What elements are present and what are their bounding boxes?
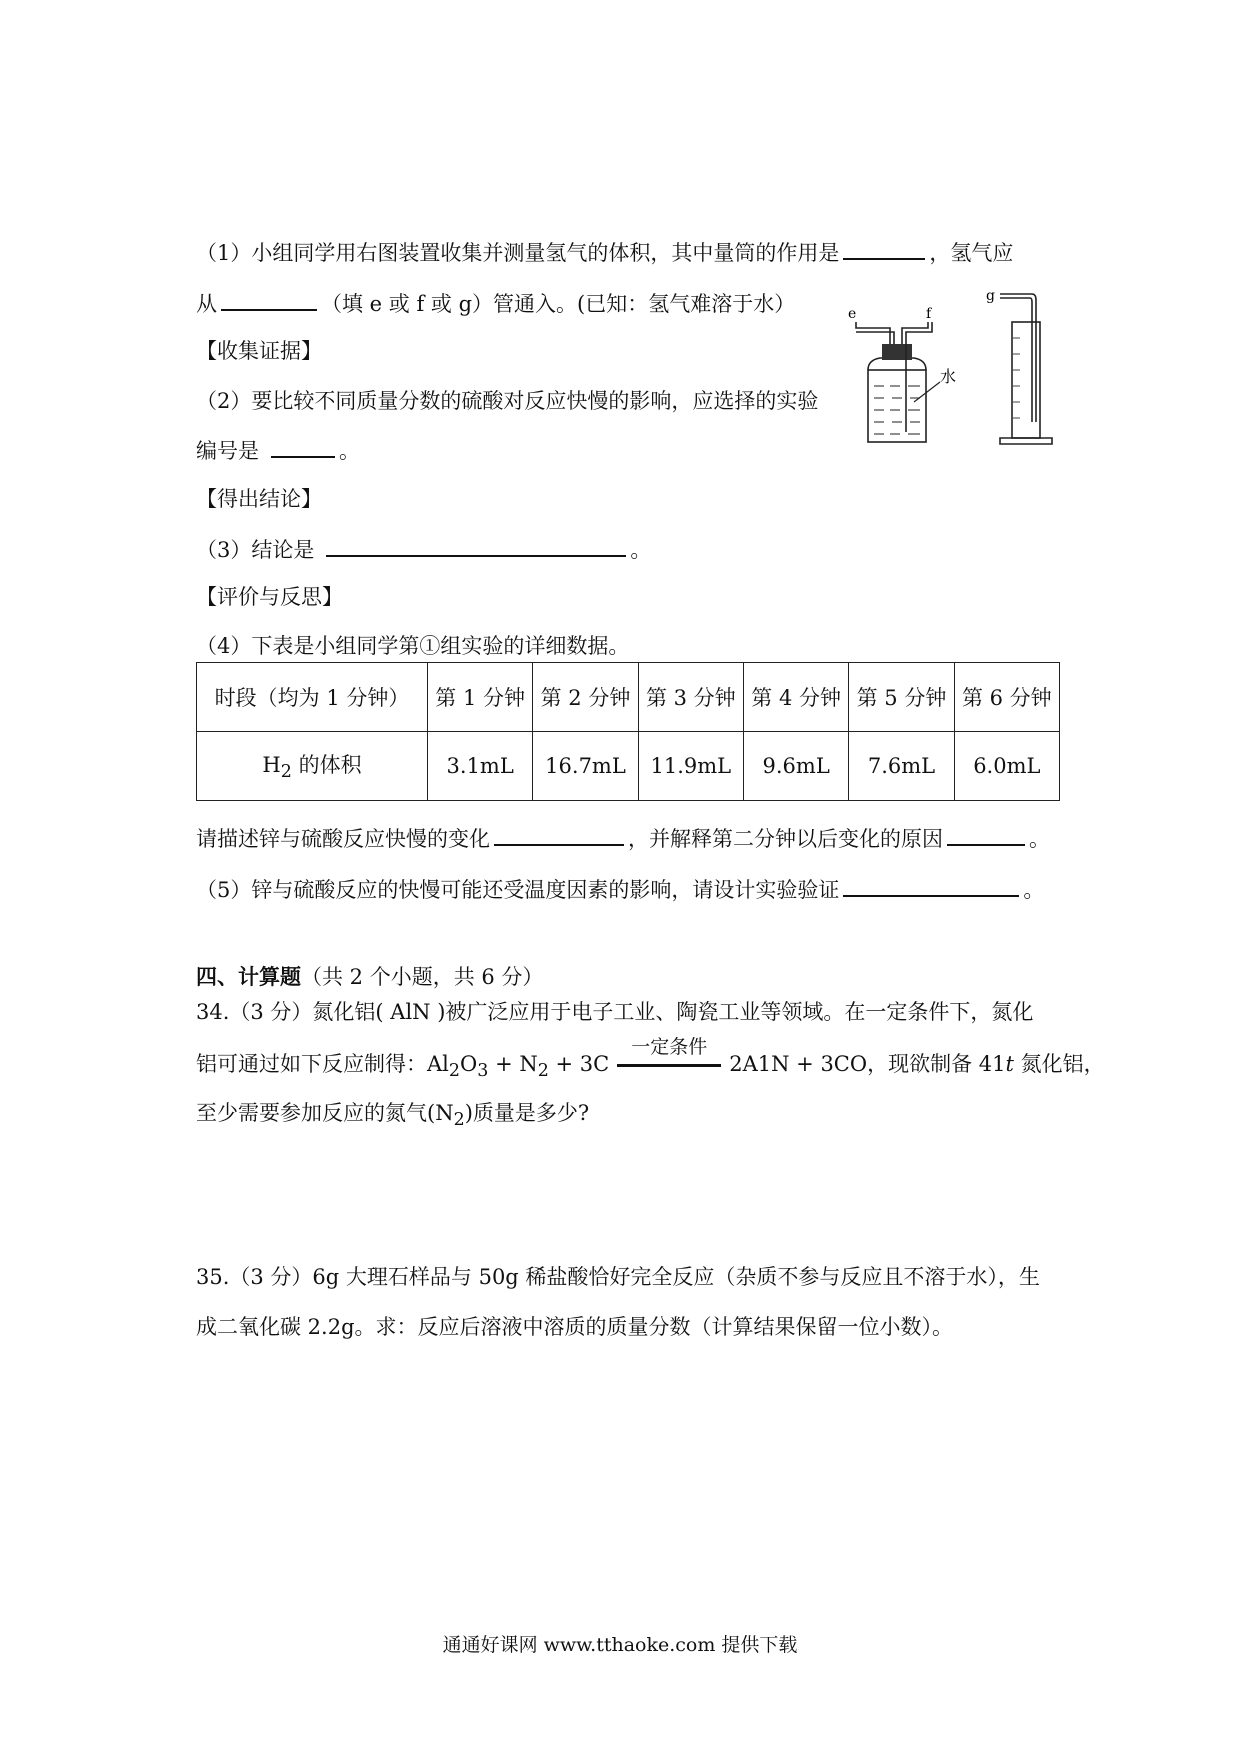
table-cell: 时段（均为 1 分钟） (197, 663, 428, 732)
q35-line1: 35.（3 分）6g 大理石样品与 50g 稀盐酸恰好完全反应（杂质不参与反应且不溶于水），生 (196, 1265, 1040, 1289)
heading-collect-evidence: 【收集证据】 (196, 339, 322, 363)
table-row (197, 732, 1060, 801)
q1-line1: （1）小组同学用右图装置收集并测量氢气的体积，其中量筒的作用是 ，氢气应 (196, 236, 1013, 268)
q2-line1: （2）要比较不同质量分数的硫酸对反应快慢的影响，应选择的实验 (196, 389, 819, 413)
answer-blank (221, 287, 317, 311)
answer-blank (843, 873, 1019, 897)
table-cell: 第 4 分钟 (743, 663, 848, 732)
reaction-condition-arrow: 一定条件 (617, 1049, 721, 1079)
q35-line2: 成二氧化碳 2.2g。求：反应后溶液中溶质的质量分数（计算结果保留一位小数）。 (196, 1315, 954, 1339)
q4-intro: （4）下表是小组同学第①组实验的详细数据。 (196, 634, 630, 658)
q5-line: （5）锌与硫酸反应的快慢可能还受温度因素的影响，请设计实验验证 。 (196, 873, 1044, 905)
table-row-label: $H_2$ 的体积 (197, 732, 428, 801)
answer-blank (271, 434, 335, 458)
q2-line2: 编号是 。 (196, 434, 360, 466)
heading-reflection: 【评价与反思】 (196, 585, 343, 609)
section-four-heading: 四、计算题（共 2 个小题，共 6 分） (196, 964, 544, 989)
table-cell: 第 6 分钟 (954, 663, 1059, 732)
answer-blank (843, 236, 925, 260)
table-cell: 6.0mL (954, 732, 1059, 801)
table-header-row (197, 663, 1060, 732)
table-cell: 第 5 分钟 (849, 663, 954, 732)
table-cell: 3.1mL (428, 732, 533, 801)
table-cell: 第 1 分钟 (428, 663, 533, 732)
table-cell: 7.6mL (849, 732, 954, 801)
gas-collection-apparatus-figure (840, 282, 1070, 452)
table-cell: 第 2 分钟 (533, 663, 638, 732)
page-footer: 通通好课网 www.tthaoke.com 提供下载 (442, 1634, 798, 1656)
hydrogen-volume-table (196, 662, 1060, 801)
q34-line2: 铝可通过如下反应制得：$Al_2O_3 + N_2 + 3C$ 一定条件 2A1N + 3CO，现欲制备 41t 氮化铝， (196, 1036, 1105, 1082)
table-cell: 第 3 分钟 (638, 663, 743, 732)
label-f: f (926, 306, 932, 322)
table-cell: 11.9mL (638, 732, 743, 801)
heading-conclusion: 【得出结论】 (196, 487, 322, 511)
answer-blank (326, 533, 626, 557)
label-e: e (848, 306, 857, 322)
q4-followup: 请描述锌与硫酸反应快慢的变化 ，并解释第二分钟以后变化的原因 。 (196, 822, 1050, 854)
q3-line: （3）结论是 。 (196, 533, 651, 565)
label-water: 水 (940, 367, 957, 386)
answer-blank (494, 822, 624, 846)
q1-line2: 从 （填 e 或 f 或 g）管通入。(已知：氢气难溶于水） (196, 287, 795, 319)
q34-line1: 34.（3 分）氮化铝( AlN )被广泛应用于电子工业、陶瓷工业等领域。在一定条件下，氮化 (196, 1000, 1034, 1024)
answer-blank (947, 822, 1025, 846)
label-g: g (986, 288, 995, 304)
table-cell: 9.6mL (743, 732, 848, 801)
q34-line3: 至少需要参加反应的氮气$(N_2)$质量是多少? (196, 1101, 590, 1131)
table-cell: 16.7mL (533, 732, 638, 801)
